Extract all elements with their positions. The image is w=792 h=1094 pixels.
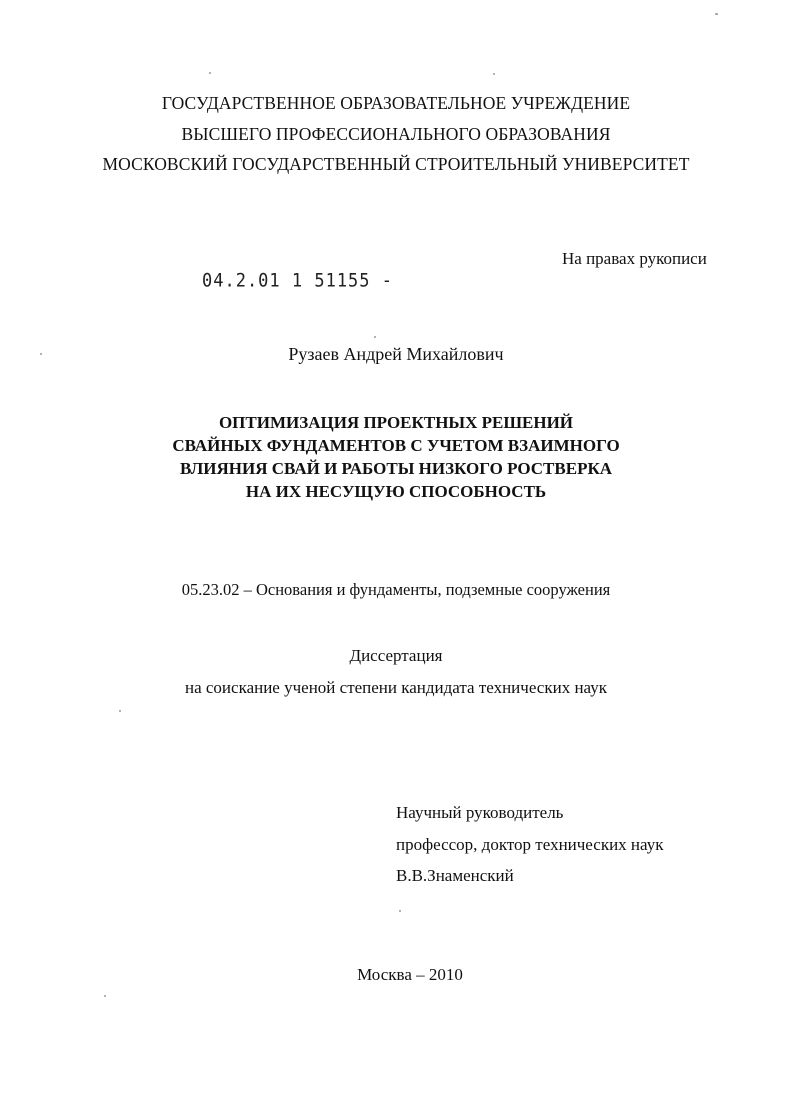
specialty-code: 05.23.02 – Основания и фундаменты, подземные сооружения — [181, 580, 611, 599]
title-line-3: ВЛИЯНИЯ СВАЙ И РАБОТЫ НИЗКОГО РОСТВЕРКА — [179, 459, 613, 478]
author-name: Рузаев Андрей Михайлович — [288, 344, 504, 364]
work-type: Диссертация — [349, 646, 443, 665]
supervisor-rank: профессор, доктор технических наук — [396, 835, 664, 854]
supervisor-role: Научный руководитель — [396, 803, 564, 822]
title-line-1: ОПТИМИЗАЦИЯ ПРОЕКТНЫХ РЕШЕНИЙ — [218, 413, 574, 432]
title-line-4: НА ИХ НЕСУЩУЮ СПОСОБНОСТЬ — [245, 482, 547, 501]
scan-speck — [104, 995, 106, 997]
scan-speck — [119, 710, 121, 712]
scan-speck — [493, 73, 495, 75]
scan-speck — [715, 13, 718, 15]
manuscript-rights-note: На правах рукописи — [562, 249, 707, 268]
scan-speck — [374, 336, 376, 338]
scan-speck — [399, 910, 401, 912]
library-stamp-number: 04.2.01 1 51155 - — [202, 270, 393, 292]
scan-speck — [40, 353, 42, 355]
scan-speck — [209, 72, 211, 74]
institution-line-1: ГОСУДАРСТВЕННОЕ ОБРАЗОВАТЕЛЬНОЕ УЧРЕЖДЕНИЕ — [161, 93, 631, 113]
supervisor-name: В.В.Знаменский — [396, 866, 514, 885]
title-line-2: СВАЙНЫХ ФУНДАМЕНТОВ С УЧЕТОМ ВЗАИМНОГО — [172, 436, 620, 455]
institution-line-2: ВЫСШЕГО ПРОФЕССИОНАЛЬНОГО ОБРАЗОВАНИЯ — [181, 124, 611, 144]
dissertation-title — [0, 411, 792, 503]
place-and-year: Москва – 2010 — [357, 965, 463, 984]
degree-line: на соискание ученой степени кандидата технических наук — [184, 678, 607, 697]
institution-line-3: МОСКОВСКИЙ ГОСУДАРСТВЕННЫЙ СТРОИТЕЛЬНЫЙ УНИВЕРСИТЕТ — [102, 154, 690, 174]
